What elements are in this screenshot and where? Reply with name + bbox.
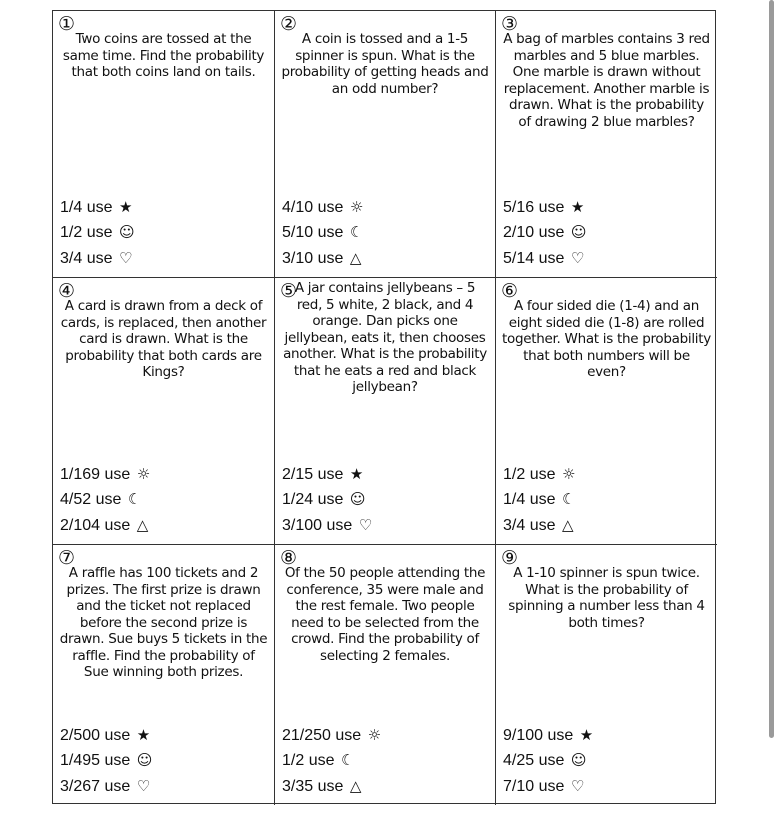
sun-icon: ☼ (136, 464, 151, 483)
task-number: ② (280, 13, 298, 35)
answer-choices (60, 195, 135, 272)
moon-icon: ☾ (561, 490, 576, 508)
answer-text: 1/24 use (282, 491, 344, 508)
smiley-icon: ☺ (136, 751, 153, 769)
star-icon: ★ (570, 197, 585, 216)
triangle-icon: △ (349, 776, 362, 795)
answer-choice (503, 246, 586, 272)
task-number: ⑨ (501, 547, 519, 569)
task-card-6 (496, 278, 717, 545)
task-number: ⑦ (58, 547, 76, 569)
answer-text: 2/104 use (60, 516, 131, 534)
answer-text: 2/15 use (282, 465, 344, 483)
moon-icon: ☾ (349, 223, 364, 241)
answer-choice (503, 195, 586, 221)
answer-choice (503, 513, 575, 539)
smiley-icon: ☺ (349, 490, 366, 508)
heart-icon: ♡ (136, 776, 151, 795)
task-card-8 (275, 545, 496, 805)
answer-choice (282, 487, 372, 513)
heart-icon: ♡ (570, 776, 585, 795)
answer-choice (282, 723, 381, 749)
answer-choice (60, 487, 150, 513)
answer-choice (60, 246, 135, 272)
answer-choice (60, 513, 150, 539)
sun-icon: ☼ (367, 725, 382, 744)
scrollbar[interactable] (769, 0, 774, 738)
heart-icon: ♡ (570, 248, 585, 267)
answer-choice (503, 748, 593, 774)
triangle-icon: △ (136, 515, 149, 534)
task-card-2 (275, 11, 496, 278)
task-number: ① (58, 13, 76, 35)
star-icon: ★ (136, 725, 151, 744)
answer-choice (60, 220, 135, 246)
question-text: A 1-10 spinner is spun twice. What is the probability of spinning a number less than 4 both times? (508, 565, 705, 631)
question-text: Of the 50 people attending the conference, 35 were male and the rest female. Two people need to be selected from the crowd. Find the probability of selecting 2 females. (284, 565, 486, 664)
smiley-icon: ☺ (570, 751, 587, 769)
answer-text: 21/250 use (282, 726, 362, 744)
answer-text: 2/10 use (503, 224, 565, 241)
answer-choice (282, 774, 381, 800)
answer-choices (503, 195, 586, 272)
probability-task-grid (52, 10, 716, 804)
question-text: A card is drawn from a deck of cards, is replaced, then another card is drawn. What is the probability that both cards are Kings? (60, 298, 267, 380)
answer-text: 3/35 use (282, 777, 344, 795)
task-number: ③ (501, 13, 519, 35)
task-number: ⑧ (280, 547, 298, 569)
answer-text: 4/10 use (282, 198, 344, 216)
answer-text: 5/16 use (503, 198, 565, 216)
heart-icon: ♡ (118, 248, 133, 267)
task-card-3 (496, 11, 717, 278)
answer-choice (503, 774, 593, 800)
answer-text: 5/10 use (282, 224, 344, 241)
answer-choice (503, 462, 575, 488)
answer-text: 3/267 use (60, 777, 131, 795)
question-text: A raffle has 100 tickets and 2 prizes. The first prize is drawn and the ticket not replaced before the second prize is drawn. Sue buys 5 tickets in the raffle. Find the probability of Sue winning both prizes. (59, 565, 268, 680)
question-text: A four sided die (1-4) and an eight sided die (1-8) are rolled together. What is the probability that both numbers will be even? (502, 298, 711, 380)
star-icon: ★ (579, 725, 594, 744)
answer-text: 1/4 use (60, 198, 113, 216)
answer-text: 5/14 use (503, 249, 565, 267)
task-number: ⑥ (501, 280, 519, 302)
answer-choice (282, 513, 372, 539)
answer-choice (60, 195, 135, 221)
answer-text: 3/10 use (282, 249, 344, 267)
question-text: A coin is tossed and a 1-5 spinner is spun. What is the probability of getting heads and an odd number? (281, 31, 489, 97)
answer-text: 4/52 use (60, 491, 122, 508)
smiley-icon: ☺ (118, 223, 135, 241)
moon-icon: ☾ (127, 490, 142, 508)
task-card-5 (275, 278, 496, 545)
task-card-4 (53, 278, 275, 545)
answer-text: 7/10 use (503, 777, 565, 795)
star-icon: ★ (349, 464, 364, 483)
answer-choice (503, 723, 593, 749)
answer-choice (503, 220, 586, 246)
heart-icon: ♡ (358, 515, 373, 534)
answer-choice (282, 220, 363, 246)
task-card-7 (53, 545, 275, 805)
answer-text: 1/2 use (503, 465, 556, 483)
task-card-1 (53, 11, 275, 278)
answer-choice (60, 774, 152, 800)
answer-choices (282, 723, 381, 800)
answer-choice (282, 246, 363, 272)
answer-choice (60, 723, 152, 749)
answer-choice (60, 462, 150, 488)
smiley-icon: ☺ (570, 223, 587, 241)
answer-choices (282, 462, 372, 539)
star-icon: ★ (118, 197, 133, 216)
task-card-9 (496, 545, 717, 805)
triangle-icon: △ (561, 515, 574, 534)
sun-icon: ☼ (561, 464, 576, 483)
task-number: ⑤ (280, 280, 298, 302)
answer-text: 4/25 use (503, 752, 565, 769)
question-text: A bag of marbles contains 3 red marbles and 5 blue marbles. One marble is drawn without replacement. Another marble is drawn. What is the probability of drawing 2 blue marbles? (503, 31, 710, 130)
triangle-icon: △ (349, 248, 362, 267)
answer-text: 1/495 use (60, 752, 131, 769)
answer-choice (282, 195, 363, 221)
answer-choice (282, 748, 381, 774)
answer-text: 9/100 use (503, 726, 574, 744)
task-number: ④ (58, 280, 76, 302)
sun-icon: ☼ (349, 197, 364, 216)
answer-choice (282, 462, 372, 488)
question-text: Two coins are tossed at the same time. Find the probability that both coins land on tails. (62, 31, 265, 80)
answer-text: 2/500 use (60, 726, 131, 744)
answer-choice (503, 487, 575, 513)
question-text: A jar contains jellybeans – 5 red, 5 white, 2 black, and 4 orange. Dan picks one jellybean, eats it, then chooses another. What is the probability that he eats a red and black jellybean? (283, 280, 487, 395)
answer-text: 3/4 use (60, 249, 113, 267)
answer-choices (282, 195, 363, 272)
answer-text: 1/4 use (503, 491, 556, 508)
answer-choices (503, 723, 593, 800)
answer-choices (503, 462, 575, 539)
answer-choices (60, 723, 152, 800)
answer-choice (60, 748, 152, 774)
answer-text: 1/169 use (60, 465, 131, 483)
answer-choices (60, 462, 150, 539)
answer-text: 3/4 use (503, 516, 556, 534)
answer-text: 3/100 use (282, 516, 353, 534)
moon-icon: ☾ (340, 751, 355, 769)
answer-text: 1/2 use (60, 224, 113, 241)
answer-text: 1/2 use (282, 752, 335, 769)
